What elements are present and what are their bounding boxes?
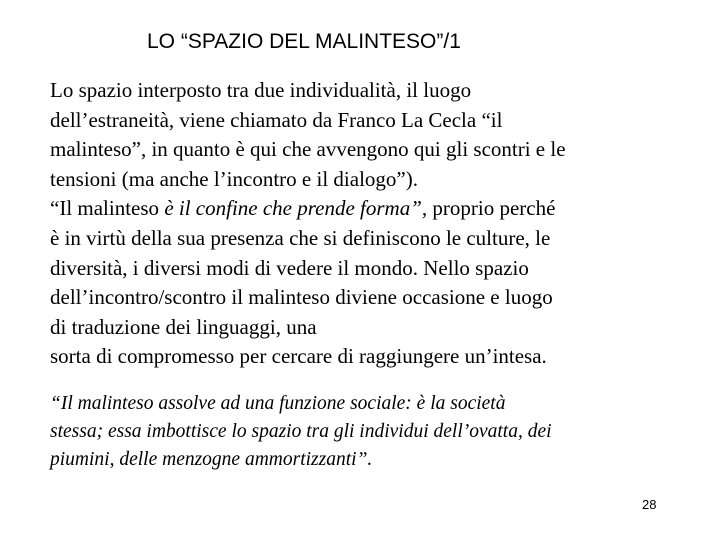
body-paragraph bbox=[50, 76, 700, 372]
text-segment: proprio perché bbox=[427, 196, 556, 221]
text-line: dell’incontro/scontro il malinteso diviene occasione e luogo bbox=[50, 285, 553, 310]
slide-title: LO “SPAZIO DEL MALINTESO”/1 bbox=[147, 30, 461, 53]
text-line: tensioni (ma anche l’incontro e il dialogo”). bbox=[50, 166, 418, 191]
quote-line: piumini, delle menzogne ammortizzanti”. bbox=[50, 449, 373, 470]
quote-line: “Il malinteso assolve ad una funzione sociale: è la società bbox=[50, 393, 506, 414]
text-line: malinteso”, in quanto è qui che avvengono qui gli scontri e le bbox=[50, 137, 566, 162]
italic-quote bbox=[50, 390, 700, 474]
page-number: 28 bbox=[642, 497, 657, 512]
text-line: è in virtù della sua presenza che si definiscono le culture, le bbox=[50, 225, 551, 250]
text-line-mixed bbox=[50, 194, 700, 224]
italic-segment: è il confine che prende forma”, bbox=[164, 196, 428, 221]
quote-line: stessa; essa imbottisce lo spazio tra gli individui dell’ovatta, dei bbox=[50, 421, 552, 442]
text-segment: “Il malinteso bbox=[50, 196, 165, 221]
text-line: di traduzione dei linguaggi, una bbox=[50, 314, 317, 339]
text-line: dell’estraneità, viene chiamato da Franco La Cecla “il bbox=[50, 107, 503, 132]
text-line: sorta di compromesso per cercare di raggiungere un’intesa. bbox=[50, 344, 547, 369]
text-line: Lo spazio interposto tra due individualità, il luogo bbox=[50, 78, 472, 102]
text-line: diversità, i diversi modi di vedere il mondo. Nello spazio bbox=[50, 255, 529, 280]
